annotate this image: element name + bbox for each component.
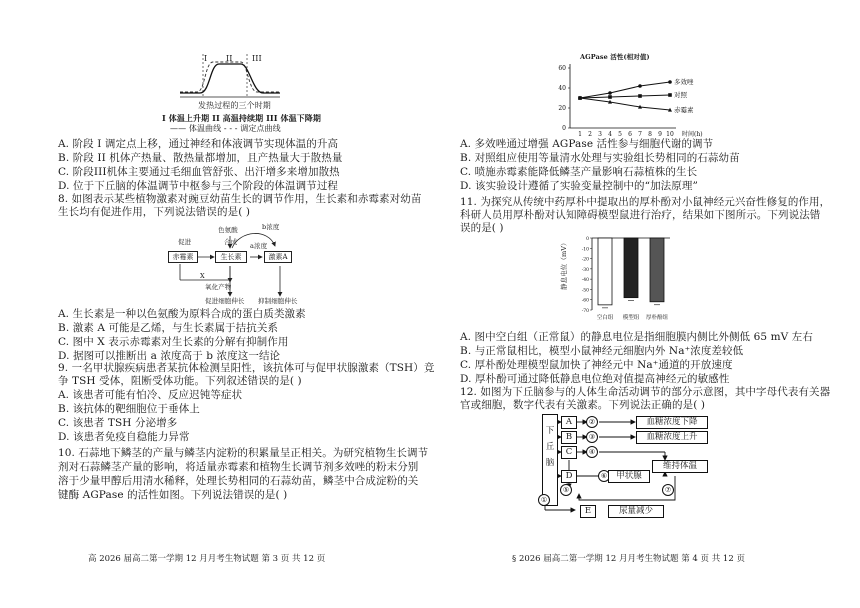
y-tick-label: -60 [581, 298, 589, 304]
q8-promote-elongation-label: 促进细胞伸长 [205, 297, 245, 305]
data-point [668, 80, 672, 84]
x-tick-label: 8 [648, 131, 652, 138]
x-axis-label: 时间(h) [682, 131, 703, 138]
y-tick-label: -30 [581, 267, 589, 273]
series-line [580, 98, 670, 110]
y-tick-label: -10 [581, 247, 589, 253]
legend-label: 多效唑 [674, 78, 694, 86]
data-point [638, 84, 642, 88]
q11-stem-line: 11. 为探究从传统中药厚朴中提取出的厚朴酚对小鼠神经元兴奋性修复的作用， [460, 196, 831, 208]
q7-option-d: D. 位于下丘脑的体温调节中枢参与三个阶段的体温调节过程 [58, 180, 339, 192]
body-temp-box: 维持体温 [652, 460, 708, 473]
q8-option-c: C. 图中 X 表示赤霉素对生长素的分解有抑制作用 [58, 336, 289, 348]
y-tick-label: 20 [558, 105, 566, 112]
y-tick-label: -50 [581, 288, 589, 294]
q11-option-c: C. 厚朴酚处理模型鼠加快了神经元中 Na⁺通道的开放速度 [460, 359, 733, 371]
organ-e-box: E [580, 505, 596, 518]
organ-c-box: C [561, 446, 577, 459]
q8-hormone-a-box: 激素A [264, 251, 292, 263]
q9-option-b: B. 该抗体的靶细胞位于垂体上 [58, 403, 200, 415]
x-tick-label: 1 [578, 131, 582, 138]
q7-option-b: B. 阶段 II 机体产热量、散热量都增加，且产热量大于散热量 [58, 152, 343, 164]
urine-decrease-box: 尿量减少 [608, 505, 664, 518]
fever-period-label: II [226, 54, 233, 63]
y-tick-label: -20 [581, 257, 589, 263]
organ-b-box: B [561, 431, 577, 444]
q8-inhibit-elongation-label: 抑制细胞伸长 [258, 297, 298, 305]
q10-option-c: C. 喷施赤霉素能降低鳞茎产量影响石蒜植株的生长 [460, 166, 698, 178]
data-point [638, 94, 642, 98]
q8-auxin-box: 生长素 [215, 251, 247, 263]
x-tick-label: 3 [598, 131, 602, 138]
q8-tryptophan-label: 色氨酸 [218, 226, 238, 234]
data-point [608, 91, 612, 95]
q8-option-d: D. 据图可以推断出 a 浓度高于 b 浓度这一结论 [58, 350, 281, 362]
legend-label: 对照 [674, 91, 687, 99]
q10-option-a: A. 多效唑通过增强 AGPase 活性参与细胞代谢的调节 [460, 138, 714, 150]
q11-option-a: A. 图中空白组（正常鼠）的静息电位是指细胞膜内侧比外侧低 65 mV 左右 [460, 331, 813, 343]
fever-figure-caption: 发热过程的三个时期 [198, 101, 271, 110]
q9-option-c: C. 该患者 TSH 分泌增多 [58, 417, 178, 429]
hormone-4-marker: ④ [586, 446, 598, 458]
x-tick-label: 6 [628, 131, 632, 138]
hormone-3-marker: ③ [586, 431, 598, 443]
fever-legend-lines: —— 体温曲线 - - - 调定点曲线 [170, 124, 281, 133]
x-tick-label: 9 [658, 131, 662, 138]
q10-option-d: D. 该实验设计遵循了实验变量控制中的“加法原理” [460, 180, 698, 192]
agpase-line-chart [550, 60, 710, 140]
hormone-7-marker: ⑦ [662, 484, 674, 496]
organ-d-box: D [561, 470, 577, 483]
q11-option-d: D. 厚朴酚可通过降低静息电位绝对值提高神经元的敏感性 [460, 373, 730, 385]
q12-stem-line: 12. 如图为下丘脑参与的人体生命活动调节的部分示意图，其中字母代表有关器 [460, 386, 831, 398]
bar [624, 238, 638, 298]
category-label: 模型组 [622, 315, 640, 321]
hypothalamus-box: 下丘脑 [542, 414, 558, 506]
q10-stem-line: 10. 石蒜地下鳞茎的产量与鳞茎内淀粉的积累量呈正相关。为研究植物生长调节 [58, 447, 429, 459]
right-page [430, 0, 860, 608]
hormone-5-marker: ⑤ [560, 484, 572, 496]
q8-b-conc-label: b浓度 [262, 223, 280, 231]
glucose-up-box: 血糖浓度上升 [636, 431, 708, 444]
hormone-6-marker: ⑥ [598, 470, 610, 482]
q11-stem-line: 科研人员用厚朴酚对认知障碍模型鼠进行治疗，结果如下图所示。下列说法错 [460, 209, 821, 221]
data-point [668, 93, 672, 97]
q12-stem-line: 官或细胞，数字代表有关激素。下列说法正确的是( ) [460, 399, 706, 411]
q9-stem-line: 9. 一名甲状腺疾病患者某抗体检测呈阳性，该抗体可与促甲状腺激素（TSH）竞 [58, 362, 435, 374]
thyroid-box: 甲状腺 [608, 470, 650, 483]
page-footer-left: 高 2026 届高二第一学期 12 月月考生物试题 第 3 页 共 12 页 [88, 554, 326, 564]
glucose-down-box: 血糖浓度下降 [636, 416, 708, 429]
q10-option-b: B. 对照组应使用等量清水处理与实验组长势相同的石蒜幼苗 [460, 152, 740, 164]
q11-stem-line: 误的是( ) [460, 222, 504, 234]
y-tick-label: 0 [562, 125, 566, 132]
y-tick-label: 40 [558, 85, 566, 92]
q8-synth-label: 合成 [224, 238, 238, 246]
x-tick-label: 2 [588, 131, 592, 138]
q9-option-d: D. 该患者免疫自稳能力异常 [58, 431, 190, 443]
bar [598, 238, 612, 305]
fever-period-label: III [252, 54, 262, 63]
bar [650, 238, 664, 302]
y-tick-label: -70 [581, 309, 589, 314]
q9-stem-line: 争 TSH 受体，阻断受体功能。下列叙述错误的是( ) [58, 375, 302, 387]
y-tick-label: 60 [558, 65, 566, 72]
q8-promote-label: 促进 [178, 238, 192, 246]
q10-stem-line: 溶于少量甲醇后用清水稀释，处理长势相同的石蒜幼苗，鳞茎中合成淀粉的关 [58, 475, 419, 487]
q8-stem-line: 生长均有促进作用，下列说法错误的是( ) [58, 206, 251, 218]
x-tick-label: 10 [666, 131, 674, 138]
q11-option-b: B. 与正常鼠相比，模型小鼠神经元细胞内外 Na⁺浓度差较低 [460, 345, 744, 357]
q8-oxidation-label: 氧化产物 [205, 283, 232, 291]
q8-gibberellin-box: 赤霉素 [168, 251, 198, 263]
q10-stem-line: 剂对石蒜鳞茎产量的影响，将适量赤霉素和植物生长调节剂多效唑的粉末分别 [58, 461, 419, 473]
x-tick-label: 7 [638, 131, 642, 138]
resting-potential-bar-chart [570, 232, 680, 332]
q8-option-a: A. 生长素是一种以色氨酸为原料合成的蛋白质类激素 [58, 308, 306, 320]
x-tick-label: 5 [618, 131, 622, 138]
category-label: 空白组 [596, 315, 614, 321]
q8-option-b: B. 激素 A 可能是乙烯，与生长素属于拮抗关系 [58, 322, 279, 334]
q7-option-c: C. 阶段III机体主要通过毛细血管舒张、出汗增多来增加散热 [58, 166, 340, 178]
q7-option-a: A. 阶段 I 调定点上移，通过神经和体液调节实现体温的升高 [58, 138, 339, 150]
category-label: 厚朴酚组 [645, 315, 669, 321]
x-tick-label: 4 [608, 131, 612, 138]
hormone-1-marker: ① [538, 494, 550, 506]
hormone-2-marker: ② [586, 416, 598, 428]
legend-label: 赤霉素 [674, 106, 694, 114]
data-point [608, 95, 612, 99]
y-tick-label: 0 [586, 237, 589, 242]
bar-chart-ylabel: 静息电位（mV） [560, 239, 568, 290]
q8-x-label: X [200, 272, 205, 280]
organ-a-box: A [561, 416, 577, 429]
fever-period-label: I [204, 54, 208, 63]
q10-stem-line: 键酶 AGPase 的活性如图。下列说法错误的是( ) [58, 489, 288, 501]
q9-option-a: A. 该患者可能有怕冷、反应迟钝等症状 [58, 389, 243, 401]
fever-legend-periods: I 体温上升期 II 高温持续期 III 体温下降期 [162, 113, 321, 123]
y-tick-label: -40 [581, 278, 589, 284]
q8-stem-line: 8. 如图表示某些植物激素对豌豆幼苗生长的调节作用，生长素和赤霉素对幼苗 [58, 193, 422, 205]
agpase-chart-title: AGPase 活性(相对值) [580, 53, 650, 61]
q8-a-conc-label: a浓度 [250, 242, 268, 250]
page-footer-right: § 2026 届高二第一学期 12 月月考生物试题 第 4 页 共 12 页 [512, 554, 745, 564]
